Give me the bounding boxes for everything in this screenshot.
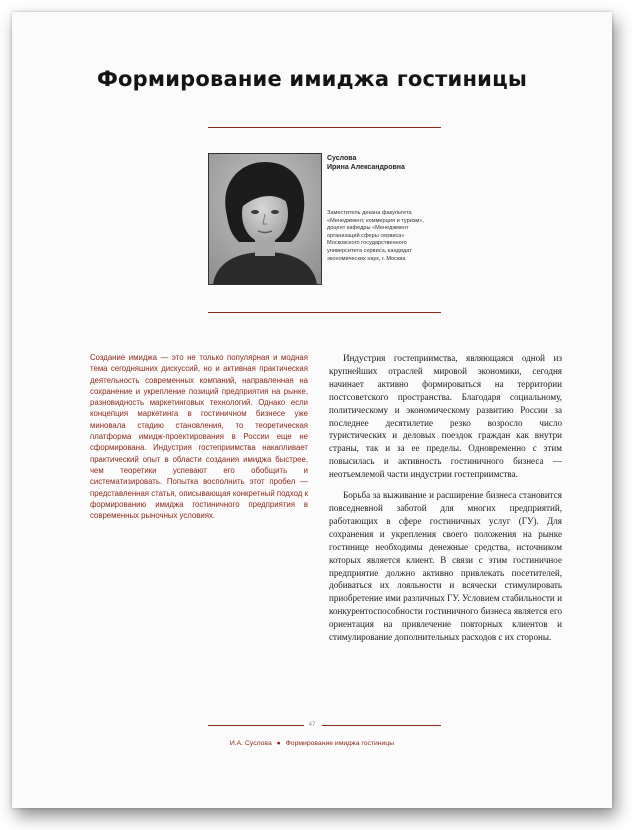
author-bio: Заместитель декана факультета «Менеджмент, коммерция и туризм», доцент кафедры «Менеджмент организаций сферы сервиса» Московского государственного университета сервиса, кандидат экономических наук, г. Москва bbox=[327, 210, 424, 262]
footer-author: И.А. Суслова bbox=[229, 740, 272, 747]
author-photo bbox=[208, 153, 322, 285]
article-body bbox=[329, 352, 562, 652]
author-block-bottom-rule bbox=[208, 312, 441, 313]
author-given-names: Ирина Александровна bbox=[327, 164, 405, 171]
body-paragraph: Индустрия гостеприимства, являющаяся одной из крупнейших отраслей мировой экономики, сегодня начинает активно формироваться на территории постсоветского пространства. Благодаря социальному, политическому и экономическому развитию России за последнее десятилетие резко возросло число туристических и деловых поездок граждан как внутри страны, так и за ее пределы. Одновременно с этим повысилась и активность гостиничного бизнеса — неотъемлемой части индустрии гостеприимства. bbox=[329, 353, 562, 480]
footer-rule-right bbox=[322, 725, 441, 726]
journal-page bbox=[12, 12, 612, 808]
article-abstract: Создание имиджа — это не только популярная и модная тема сегодняшних дискуссий, но и активная практическая деятельность современных компаний, направленная на сохранение и укрепление позиций предприятия на рынке, разновидность маркетинговых технологий. Однако если концепция маркетинга в гостиничном бизнесе уже миновала стадию становления, то теоретическая платформа имидж-проектирования в России еще не сформирована. Индустрия гостеприимства накапливает практический опыт в области создания имиджа быстрее, чем теоретики успевают его обобщить и систематизировать. Попытка восполнить этот пробел — представленная статья, описывающая конкретный подход к формированию имиджа гостиничного предприятия в современных рыночных условиях. bbox=[90, 353, 308, 521]
body-paragraph: Борьба за выживание и расширение бизнеса становится повседневной заботой для многих предприятий, работающих в сфере гостиничных услуг (ГУ). Для сохранения и укрепления своего положения на рынке гостинице необходимы денежные средства, источником которых является клиент. В связи с этим гостиничное предприятие должно активно привлекать посетителей, добиваться их лояльности и всячески стимулировать приобретение ими различных ГУ. Условием стабильности и конкурентоспособности гостиничного бизнеса является его ориентация на привлечение повторных клиентов и стимулирование дополнительных расходов с их стороны. bbox=[329, 490, 562, 643]
bullet-icon: ● bbox=[276, 740, 281, 747]
author-surname: Суслова bbox=[327, 155, 357, 162]
footer-title: Формирование имиджа гостиницы bbox=[285, 740, 395, 747]
author-name bbox=[327, 154, 447, 172]
title-underline-rule bbox=[208, 127, 441, 128]
author-portrait-image bbox=[209, 154, 321, 284]
page-number: 47 bbox=[308, 721, 316, 728]
article-title: Формирование имиджа гостиницы bbox=[96, 67, 528, 91]
running-footer bbox=[12, 740, 612, 747]
